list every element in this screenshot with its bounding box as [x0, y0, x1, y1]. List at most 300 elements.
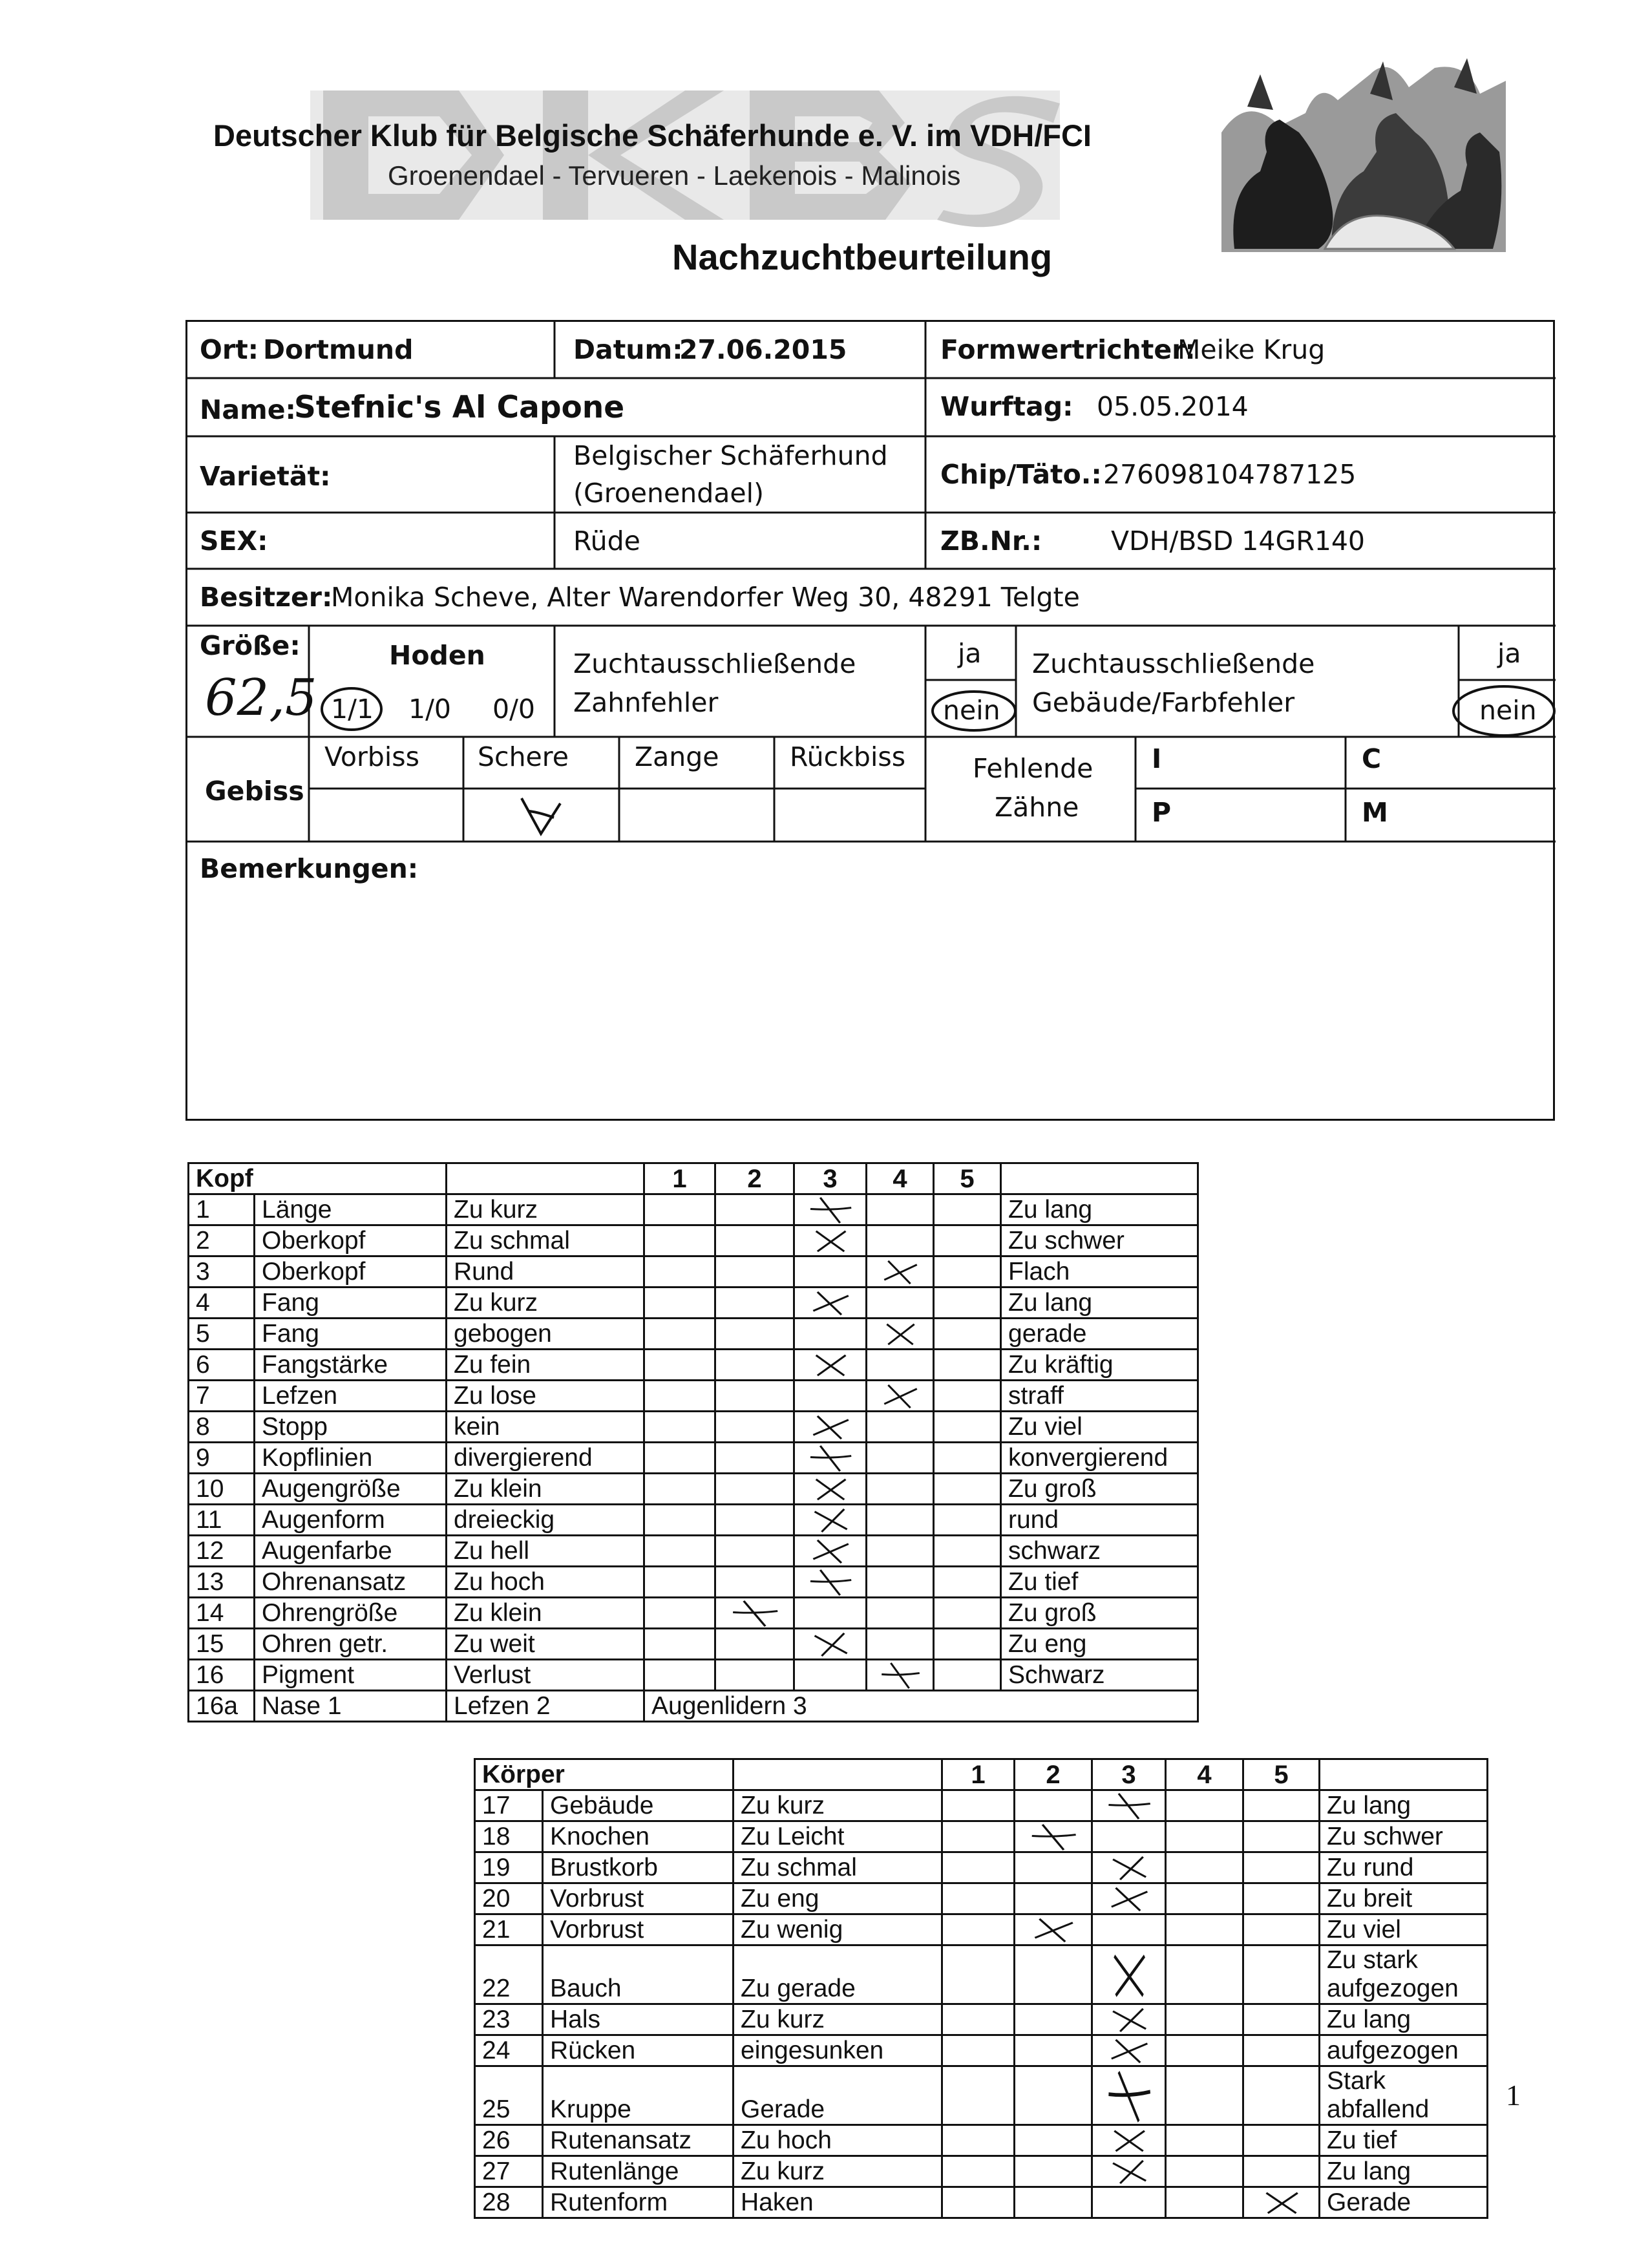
score-cross-mark	[795, 1412, 865, 1441]
score-cell-2[interactable]	[715, 1629, 794, 1660]
score-cell-1[interactable]	[942, 1914, 1015, 1945]
zahnfehler-label-2: Zahnfehler	[573, 687, 719, 718]
score-cell-4[interactable]	[867, 1474, 934, 1505]
row-number: 21	[475, 1914, 543, 1945]
score-cell-2[interactable]	[1015, 2156, 1092, 2187]
score-cross-mark	[795, 1536, 865, 1565]
score-cell-5[interactable]	[1243, 1914, 1320, 1945]
score-cell-3[interactable]	[1092, 2187, 1166, 2218]
score-cell-4[interactable]	[867, 1412, 934, 1443]
row-high-label	[1320, 1852, 1488, 1883]
row-high-label	[1001, 1598, 1198, 1629]
hoden-option-1-1[interactable]: 1/1	[331, 694, 374, 725]
score-cell-4[interactable]	[867, 1381, 934, 1412]
score-cell-5[interactable]	[934, 1629, 1001, 1660]
score-cell-3[interactable]	[1092, 1821, 1166, 1852]
fehlende-label-1: Fehlende	[973, 753, 1093, 784]
score-cell-3[interactable]	[794, 1598, 867, 1629]
row-high-label	[1320, 1883, 1488, 1914]
table-row	[475, 2156, 1488, 2187]
score-cell-4[interactable]	[867, 1660, 934, 1691]
row-item: Augengröße	[255, 1474, 447, 1505]
row-high-label	[1001, 1225, 1198, 1256]
row-item: Kruppe	[543, 2066, 734, 2125]
score-cell-1[interactable]	[942, 2004, 1015, 2035]
score-cell-4[interactable]	[1166, 2066, 1243, 2125]
score-cell-3[interactable]	[1092, 2156, 1166, 2187]
score-cell-2[interactable]	[1015, 2035, 1092, 2066]
score-cell-3[interactable]	[794, 1412, 867, 1443]
row-number: 23	[475, 2004, 543, 2035]
row-item: Rutenform	[543, 2187, 734, 2218]
score-cell-2[interactable]	[1015, 1852, 1092, 1883]
score-cell-5[interactable]	[934, 1474, 1001, 1505]
zahn-i: I	[1152, 743, 1162, 774]
table-row	[189, 1474, 1198, 1505]
score-cell-5[interactable]	[934, 1194, 1001, 1225]
sex-value: Rüde	[573, 525, 640, 556]
score-cross-mark	[1093, 2005, 1165, 2034]
score-cell-1[interactable]	[644, 1660, 715, 1691]
score-cell-1[interactable]	[942, 1790, 1015, 1821]
score-cell-3[interactable]	[1092, 1883, 1166, 1914]
row-high-text: Zu groß	[1008, 1599, 1097, 1627]
table-row	[189, 1350, 1198, 1381]
datum-label: Datum:	[573, 334, 683, 365]
gebaeude-nein[interactable]: nein	[1479, 695, 1537, 726]
row-number: 8	[189, 1412, 255, 1443]
score-cell-4[interactable]	[867, 1629, 934, 1660]
name-label: Name:	[200, 394, 296, 425]
score-cell-3[interactable]	[1092, 1790, 1166, 1821]
score-cell-4[interactable]	[1166, 2187, 1243, 2218]
row-number: 12	[189, 1536, 255, 1567]
score-cell-1[interactable]	[644, 1567, 715, 1598]
row-low-label: Zu gerade	[734, 1945, 942, 2004]
ort-label: Ort:	[200, 334, 259, 365]
score-cell-5[interactable]	[934, 1350, 1001, 1381]
score-cell-1[interactable]	[942, 1883, 1015, 1914]
table-row	[189, 1319, 1198, 1350]
chip-value: 276098104787125	[1103, 459, 1357, 490]
score-cell-4[interactable]	[867, 1505, 934, 1536]
score-cell-1[interactable]	[644, 1474, 715, 1505]
score-cell-2[interactable]	[715, 1350, 794, 1381]
score-cell-2[interactable]	[715, 1660, 794, 1691]
score-cell-3[interactable]	[1092, 1914, 1166, 1945]
row-number: 14	[189, 1598, 255, 1629]
score-cross-mark	[867, 1319, 933, 1348]
score-cell-3[interactable]	[794, 1505, 867, 1536]
score-cell-2[interactable]	[1015, 2187, 1092, 2218]
wurftag-label: Wurftag:	[940, 391, 1073, 422]
row-number: 10	[189, 1474, 255, 1505]
row-item: Ohren getr.	[255, 1629, 447, 1660]
row-item: Oberkopf	[255, 1225, 447, 1256]
score-cell-1[interactable]	[644, 1412, 715, 1443]
score-cell-3[interactable]	[794, 1256, 867, 1288]
row-high-text: konvergierend	[1008, 1444, 1168, 1472]
score-cell-3[interactable]	[1092, 2035, 1166, 2066]
scale-header-3: 3	[1092, 1759, 1166, 1790]
row-number: 7	[189, 1381, 255, 1412]
row-high-text: Zu tief	[1008, 1568, 1079, 1596]
dogs-illustration	[1221, 55, 1506, 252]
row-low-label: divergierend	[447, 1443, 644, 1474]
score-cell-2[interactable]	[1015, 2004, 1092, 2035]
row-low-label: Zu kurz	[734, 1790, 942, 1821]
hoden-option-1-0[interactable]: 1/0	[408, 694, 451, 725]
score-cell-5[interactable]	[934, 1288, 1001, 1319]
row-number: 20	[475, 1883, 543, 1914]
row-low-label: Zu kurz	[734, 2004, 942, 2035]
row-number: 5	[189, 1319, 255, 1350]
score-cell-3[interactable]	[794, 1536, 867, 1567]
score-cell-4[interactable]	[867, 1536, 934, 1567]
row-high-label	[1001, 1567, 1198, 1598]
varietaet-value-2: (Groenendael)	[573, 478, 764, 509]
score-cross-mark	[1093, 2067, 1165, 2124]
score-cell-5[interactable]	[934, 1598, 1001, 1629]
row-high-text: Zu lang	[1327, 2157, 1411, 2185]
score-cell-4[interactable]	[1166, 2004, 1243, 2035]
score-cell-3[interactable]	[794, 1660, 867, 1691]
score-cell-3[interactable]	[794, 1381, 867, 1412]
score-cell-1[interactable]	[942, 2125, 1015, 2156]
score-cell-2[interactable]	[1015, 2066, 1092, 2125]
score-cell-4[interactable]	[1166, 1821, 1243, 1852]
score-cell-1[interactable]	[942, 2187, 1015, 2218]
zahnfehler-selected-circle	[929, 685, 1019, 737]
scale-header-5: 5	[934, 1163, 1001, 1194]
score-cell-5[interactable]	[934, 1256, 1001, 1288]
score-cell-3[interactable]	[1092, 2004, 1166, 2035]
score-cell-5[interactable]	[934, 1443, 1001, 1474]
score-cell-3[interactable]	[794, 1474, 867, 1505]
row-item: Augenfarbe	[255, 1536, 447, 1567]
row-item: Gebäude	[543, 1790, 734, 1821]
score-cell-4[interactable]	[1166, 2035, 1243, 2066]
score-cell-3[interactable]	[794, 1443, 867, 1474]
score-cross-mark	[795, 1505, 865, 1534]
row-low-label: gebogen	[447, 1319, 644, 1350]
score-cell-5[interactable]	[934, 1660, 1001, 1691]
row-low-label: Zu weit	[447, 1629, 644, 1660]
score-cell-1[interactable]	[644, 1381, 715, 1412]
table-row	[475, 2035, 1488, 2066]
zahnfehler-ja[interactable]: ja	[958, 638, 982, 669]
row-number: 13	[189, 1567, 255, 1598]
score-cell-5[interactable]	[1243, 1821, 1320, 1852]
score-cell-1[interactable]	[942, 2066, 1015, 2125]
score-cell-5[interactable]	[934, 1412, 1001, 1443]
row-high-label	[1320, 2035, 1488, 2066]
zahnfehler-nein[interactable]: nein	[943, 695, 1000, 726]
besitzer-value: Monika Scheve, Alter Warendorfer Weg 30, 48291 Telgte	[331, 582, 1080, 613]
score-cross-mark	[1093, 2126, 1165, 2155]
score-cell-1[interactable]	[644, 1225, 715, 1256]
score-cell-5[interactable]	[934, 1505, 1001, 1536]
score-cell-5[interactable]	[1243, 2004, 1320, 2035]
sex-label: SEX:	[200, 525, 268, 556]
scale-header-1: 1	[942, 1759, 1015, 1790]
score-cell-2[interactable]	[1015, 2125, 1092, 2156]
score-cell-3[interactable]	[794, 1225, 867, 1256]
zahn-m: M	[1362, 797, 1388, 828]
score-cross-mark	[795, 1288, 865, 1317]
row-high-label	[1001, 1629, 1198, 1660]
table-row	[475, 2004, 1488, 2035]
score-cell-1[interactable]	[644, 1256, 715, 1288]
score-cell-4[interactable]	[867, 1443, 934, 1474]
besitzer-label: Besitzer:	[200, 582, 333, 613]
score-cell-3[interactable]	[1092, 2066, 1166, 2125]
score-cell-4[interactable]	[1166, 2125, 1243, 2156]
table-row	[475, 1945, 1488, 2004]
score-cell-4[interactable]	[1166, 1790, 1243, 1821]
table-row	[189, 1256, 1198, 1288]
row-item: Oberkopf	[255, 1256, 447, 1288]
gebiss-zange: Zange	[635, 741, 719, 772]
gebiss-schere-checkmark[interactable]	[515, 792, 567, 838]
score-cell-4[interactable]	[867, 1225, 934, 1256]
score-cell-1[interactable]	[942, 2156, 1015, 2187]
score-cell-2[interactable]	[1015, 1883, 1092, 1914]
score-cell-3[interactable]	[794, 1629, 867, 1660]
row-high-label	[1320, 1945, 1488, 2004]
row-high-text-2: aufgezogen	[1327, 1975, 1459, 2002]
hoden-label: Hoden	[389, 640, 485, 671]
row-high-text: Zu rund	[1327, 1854, 1414, 1881]
score-cell-3[interactable]	[794, 1194, 867, 1225]
row-item: Rücken	[543, 2035, 734, 2066]
zahn-p: P	[1152, 797, 1172, 828]
score-cell-2[interactable]	[715, 1225, 794, 1256]
score-cell-3[interactable]	[1092, 1852, 1166, 1883]
score-cell-4[interactable]	[867, 1288, 934, 1319]
row-high-label	[1001, 1319, 1198, 1350]
table-row	[189, 1598, 1198, 1629]
score-cell-1[interactable]	[644, 1598, 715, 1629]
row-high-text: Gerade	[1327, 2189, 1411, 2216]
score-cell-1[interactable]	[942, 1821, 1015, 1852]
row-high-text: Zu viel	[1008, 1413, 1083, 1441]
score-cell-3[interactable]	[1092, 2125, 1166, 2156]
score-cell-2[interactable]	[715, 1256, 794, 1288]
row-number: 9	[189, 1443, 255, 1474]
club-varieties: Groenendael - Tervueren - Laekenois - Malinois	[388, 160, 961, 191]
score-cell-5[interactable]	[1243, 2125, 1320, 2156]
row-high-text: gerade	[1008, 1320, 1087, 1348]
row-high-text: straff	[1008, 1382, 1064, 1410]
row-low-label: Zu kurz	[447, 1194, 644, 1225]
row-low-label: Zu fein	[447, 1350, 644, 1381]
score-cell-1[interactable]	[644, 1350, 715, 1381]
score-cell-2[interactable]	[715, 1194, 794, 1225]
row-high-label	[1320, 2004, 1488, 2035]
row-number: 16a	[189, 1691, 255, 1722]
score-cell-5[interactable]	[1243, 1790, 1320, 1821]
score-cell-4[interactable]	[1166, 2156, 1243, 2187]
score-cell-2[interactable]	[1015, 1821, 1092, 1852]
score-cell-4[interactable]	[1166, 1852, 1243, 1883]
table-row	[475, 1883, 1488, 1914]
score-cell-5[interactable]	[1243, 1945, 1320, 2004]
row-number: 26	[475, 2125, 543, 2156]
score-cell-2[interactable]	[715, 1474, 794, 1505]
row-low-label: Zu eng	[734, 1883, 942, 1914]
score-cell-3[interactable]	[794, 1288, 867, 1319]
row-low-label: Zu schmal	[447, 1225, 644, 1256]
row-low-label: Zu hoch	[447, 1567, 644, 1598]
row-high-text: Zu lang	[1327, 2006, 1411, 2033]
row-number: 6	[189, 1350, 255, 1381]
gebiss-schere: Schere	[478, 741, 569, 772]
score-cell-5[interactable]	[1243, 1852, 1320, 1883]
hoden-option-0-0[interactable]: 0/0	[492, 694, 535, 725]
score-cell-4[interactable]	[867, 1194, 934, 1225]
score-cell-2[interactable]	[715, 1381, 794, 1412]
score-cell-1[interactable]	[644, 1288, 715, 1319]
row-number: 4	[189, 1288, 255, 1319]
row-high-text: Zu lang	[1327, 1792, 1411, 1819]
chip-label: Chip/Täto.:	[940, 459, 1102, 490]
row-high-text: Zu groß	[1008, 1475, 1097, 1503]
score-cell-2[interactable]	[715, 1443, 794, 1474]
table-row	[189, 1381, 1198, 1412]
row-high-text: Stark	[1327, 2067, 1386, 2095]
row-high-text: Zu breit	[1327, 1885, 1413, 1913]
score-cell-5[interactable]	[1243, 2187, 1320, 2218]
header-blank	[447, 1163, 644, 1194]
score-cell-2[interactable]	[715, 1598, 794, 1629]
row-high-label	[1001, 1505, 1198, 1536]
score-cell-2[interactable]	[1015, 1945, 1092, 2004]
row-number: 18	[475, 1821, 543, 1852]
score-cross-mark	[867, 1257, 933, 1286]
table-row	[475, 1821, 1488, 1852]
row-item: Vorbrust	[543, 1883, 734, 1914]
richter-value: Meike Krug	[1178, 334, 1326, 365]
score-cell-4[interactable]	[1166, 1883, 1243, 1914]
table-row	[189, 1194, 1198, 1225]
row-item: Länge	[255, 1194, 447, 1225]
row-high-text: aufgezogen	[1327, 2037, 1459, 2064]
score-cell-1[interactable]	[644, 1505, 715, 1536]
score-cell-4[interactable]	[867, 1567, 934, 1598]
club-logo	[310, 78, 1112, 233]
score-cell-4[interactable]	[1166, 1914, 1243, 1945]
score-cell-3[interactable]	[794, 1350, 867, 1381]
table-row	[475, 1790, 1488, 1821]
row-low-label: Verlust	[447, 1660, 644, 1691]
row-high-label	[1001, 1536, 1198, 1567]
score-cell-3[interactable]	[794, 1319, 867, 1350]
score-cell-2[interactable]	[715, 1505, 794, 1536]
score-cell-2[interactable]	[715, 1412, 794, 1443]
bemerkungen-field[interactable]	[198, 889, 1543, 1108]
score-cell-4[interactable]	[867, 1598, 934, 1629]
table-row	[189, 1567, 1198, 1598]
gebaeude-ja[interactable]: ja	[1497, 638, 1521, 669]
score-cell-5[interactable]	[934, 1536, 1001, 1567]
score-cross-mark	[1093, 2157, 1165, 2186]
score-cell-1[interactable]	[644, 1629, 715, 1660]
row-high-text: schwarz	[1008, 1537, 1101, 1565]
score-cell-1[interactable]	[942, 2035, 1015, 2066]
score-cell-1[interactable]	[644, 1319, 715, 1350]
row-item: Ohrenansatz	[255, 1567, 447, 1598]
score-cell-5[interactable]	[1243, 2066, 1320, 2125]
wurftag-value: 05.05.2014	[1097, 391, 1249, 422]
page-number: 1	[1506, 2079, 1521, 2112]
scale-header-1: 1	[644, 1163, 715, 1194]
table-row	[475, 2187, 1488, 2218]
row-item: Vorbrust	[543, 1914, 734, 1945]
lefzen-label: Lefzen 2	[447, 1691, 644, 1722]
augenlidern-label: Augenlidern 3	[644, 1691, 1198, 1722]
zahnfehler-label-1: Zuchtausschließende	[573, 648, 856, 679]
score-cell-5[interactable]	[1243, 2156, 1320, 2187]
score-cell-1[interactable]	[644, 1443, 715, 1474]
score-cell-4[interactable]	[867, 1256, 934, 1288]
score-cell-1[interactable]	[942, 1945, 1015, 2004]
section-title: Kopf	[189, 1163, 447, 1194]
score-cell-4[interactable]	[867, 1350, 934, 1381]
row-high-label	[1320, 2125, 1488, 2156]
score-cell-2[interactable]	[715, 1536, 794, 1567]
row-number: 16	[189, 1660, 255, 1691]
row-high-text-2: abfallend	[1327, 2095, 1430, 2123]
score-cell-2[interactable]	[715, 1567, 794, 1598]
score-cell-2[interactable]	[1015, 1914, 1092, 1945]
score-cross-mark	[1093, 1884, 1165, 1913]
score-cell-4[interactable]	[867, 1319, 934, 1350]
row-low-label: Zu schmal	[734, 1852, 942, 1883]
row-number: 24	[475, 2035, 543, 2066]
kopf-rating-table	[187, 1162, 1199, 1722]
row-item: Augenform	[255, 1505, 447, 1536]
score-cell-2[interactable]	[1015, 1790, 1092, 1821]
score-cell-1[interactable]	[644, 1194, 715, 1225]
row-high-text: Zu viel	[1327, 1916, 1401, 1944]
score-cell-2[interactable]	[715, 1288, 794, 1319]
score-cell-5[interactable]	[934, 1225, 1001, 1256]
score-cell-5[interactable]	[934, 1567, 1001, 1598]
score-cross-mark	[867, 1660, 933, 1690]
score-cell-1[interactable]	[644, 1536, 715, 1567]
score-cross-mark	[1244, 2188, 1318, 2217]
score-cell-2[interactable]	[715, 1319, 794, 1350]
score-cell-5[interactable]	[934, 1381, 1001, 1412]
row-high-text: Zu schwer	[1327, 1823, 1443, 1850]
score-cell-3[interactable]	[1092, 1945, 1166, 2004]
table-row	[189, 1691, 1198, 1722]
score-cell-5[interactable]	[1243, 1883, 1320, 1914]
score-cell-5[interactable]	[934, 1319, 1001, 1350]
score-cell-5[interactable]	[1243, 2035, 1320, 2066]
score-cell-1[interactable]	[942, 1852, 1015, 1883]
score-cell-3[interactable]	[794, 1567, 867, 1598]
gebiss-vorbiss: Vorbiss	[324, 741, 419, 772]
row-number: 25	[475, 2066, 543, 2125]
groesse-label: Größe:	[200, 630, 301, 661]
score-cell-4[interactable]	[1166, 1945, 1243, 2004]
row-item: Ohrengröße	[255, 1598, 447, 1629]
row-number: 17	[475, 1790, 543, 1821]
zbnr-label: ZB.Nr.:	[940, 525, 1042, 556]
row-number: 1	[189, 1194, 255, 1225]
